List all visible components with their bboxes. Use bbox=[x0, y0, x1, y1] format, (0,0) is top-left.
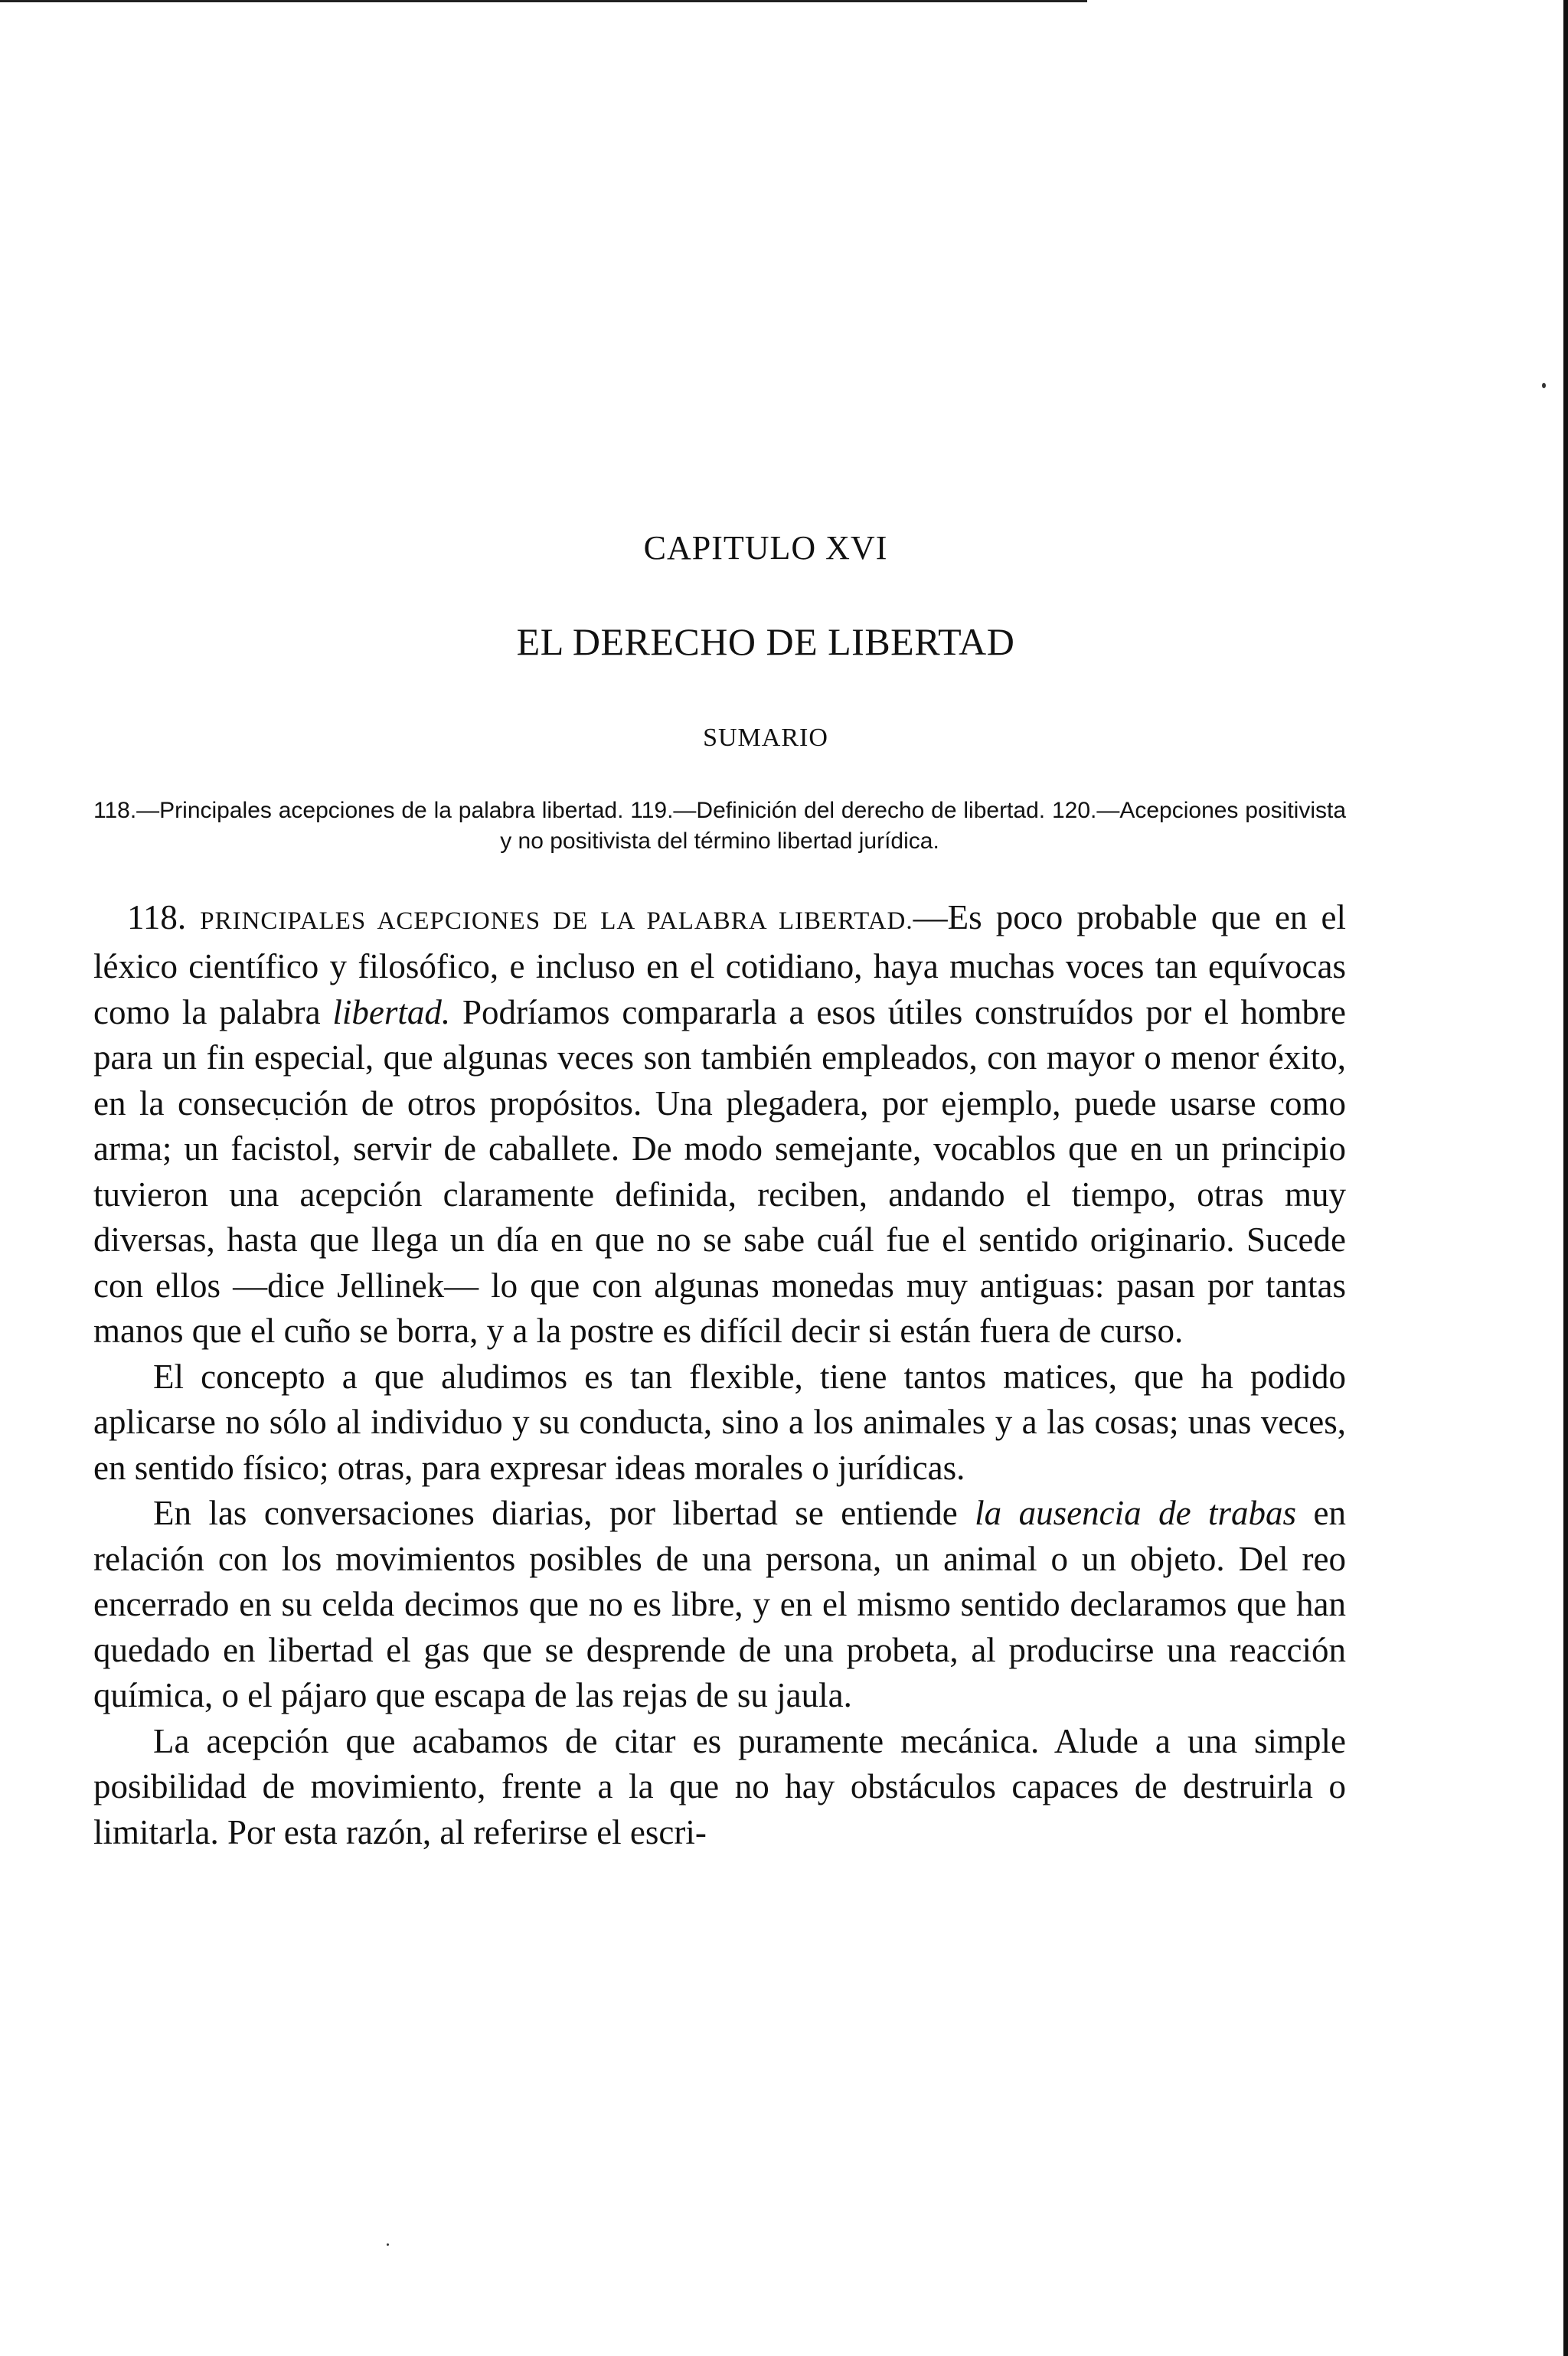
body-text bbox=[93, 895, 1346, 1856]
section-number: 118. bbox=[127, 897, 187, 936]
paragraph-3-text-a: En las conversaciones diarias, por libertad se entiende bbox=[153, 1494, 975, 1533]
paragraph-3-emphasis: la ausencia de trabas bbox=[975, 1494, 1297, 1533]
scan-top-edge bbox=[0, 0, 1087, 2]
paragraph-3 bbox=[93, 1491, 1346, 1719]
chapter-title: EL DERECHO DE LIBERTAD bbox=[516, 619, 1015, 663]
summary-heading: SUMARIO bbox=[703, 723, 828, 752]
scan-right-edge bbox=[1563, 0, 1568, 2356]
paragraph-4: La acepción que acabamos de citar es puramente mecánica. Alude a una simple posibilidad de movimiento, frente a la que no hay obstáculos capaces de destruirla o limitarla. Por esta razón, al referirse el escri- bbox=[93, 1721, 1346, 1851]
paragraph-1-emphasis: libertad. bbox=[332, 992, 451, 1031]
paragraph-1 bbox=[93, 895, 1346, 1354]
section-heading: PRINCIPALES ACEPCIONES DE LA PALABRA LIBERTAD. bbox=[200, 907, 913, 935]
book-page bbox=[93, 528, 1346, 1855]
paragraph-1-text-a: —Es poco probable que en el léxico científico y filosófico, e incluso en el cotidiano, haya muchas voces tan equívocas como la palabra bbox=[93, 897, 1346, 1031]
summary-text: 118.—Principales acepciones de la palabra libertad. 119.—Definición del derecho de libertad. 120.—Acepciones positivista y no positivista del término libertad jurídica. bbox=[93, 797, 1346, 854]
paragraph-3-text-b: en relación con los movimientos posibles de una persona, un animal o un objeto. Del reo encerrado en su celda decimos que no es libre, y en el mismo sentido declaramos que han quedado en libertad el gas que se desprende de una probeta, al producirse una reacción química, o el pájaro que escapa de las rejas de su jaula. bbox=[93, 1494, 1347, 1715]
chapter-label: CAPITULO XVI bbox=[643, 529, 888, 567]
paragraph-1-text-b: Podríamos compararla a esos útiles construídos por el hombre para un fin especial, que algunas veces son también empleados, con mayor o menor éxito, en la consecución de otros propósitos. Una plegadera, por ejemplo, puede usarse como arma; un facistol, servir de caballete. De modo semejante, vocablos que en un principio tuvieron una acepción claramente definida, reciben, andando el tiempo, otras muy diversas, hasta que llega un día en que no se sabe cuál fue el sentido originario. Sucede con ellos —dice Jellinek— lo que con algunas monedas muy antiguas: pasan por tantas manos que el cuño se borra, y a la postre es difícil decir si están fuera de curso. bbox=[93, 992, 1347, 1351]
scan-speck bbox=[387, 2243, 389, 2246]
scan-speck bbox=[1542, 383, 1546, 388]
paragraph-2: El concepto a que aludimos es tan flexible, tiene tantos matices, que ha podido aplicarse no sólo al individuo y su conducta, sino a los animales y a las cosas; unas veces, en sentido físico; otras, para expresar ideas morales o jurídicas. bbox=[93, 1357, 1346, 1487]
